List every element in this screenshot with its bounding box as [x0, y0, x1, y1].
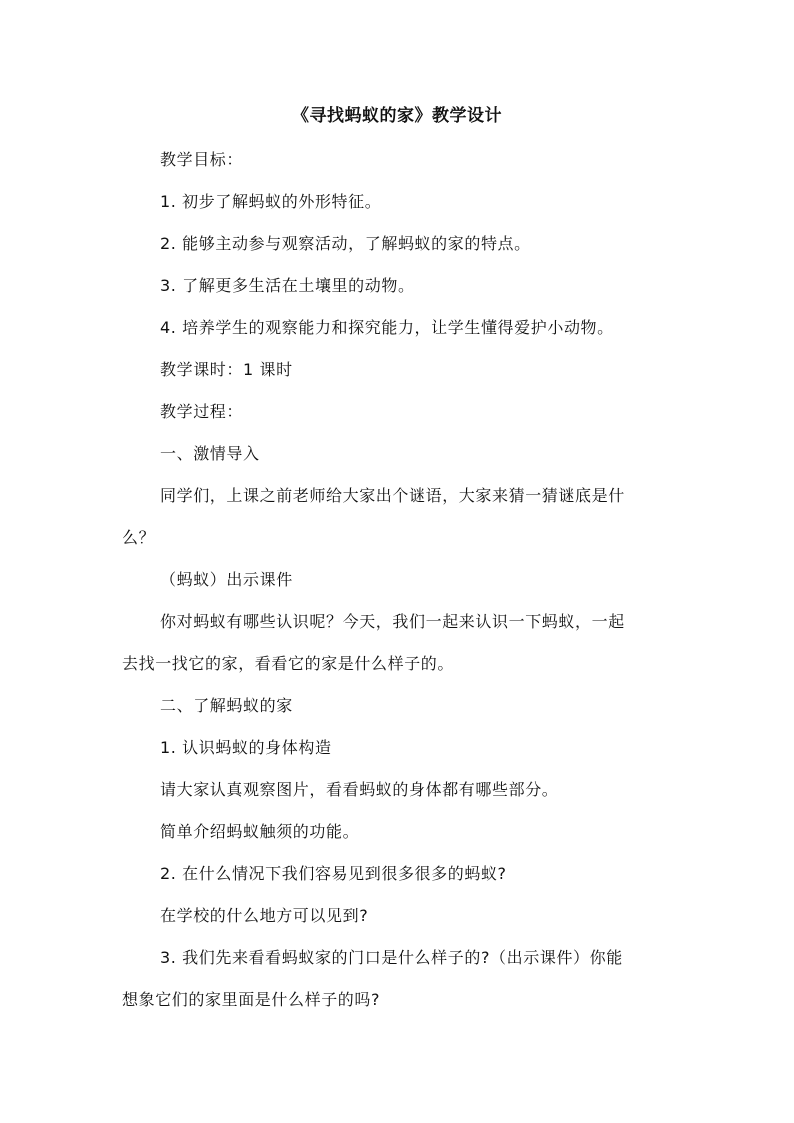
objective-item-2: 2. 能够主动参与观察活动，了解蚂蚁的家的特点。 [160, 234, 531, 253]
process-heading: 教学过程： [160, 402, 244, 421]
section-2-heading: 二、了解蚂蚁的家 [160, 696, 293, 715]
objective-item-3: 3. 了解更多生活在土壤里的动物。 [160, 276, 415, 295]
section-2-item-3-line-1: 3. 我们先来看看蚂蚁家的门口是什么样子的?（出示课件）你能 [160, 948, 623, 967]
section-2-item-1-paragraph-2: 简单介绍蚂蚁触须的功能。 [160, 822, 360, 841]
objectives-heading: 教学目标： [160, 150, 244, 169]
section-2-item-2-paragraph-1: 在学校的什么地方可以见到? [160, 906, 369, 925]
document-title: 《寻找蚂蚁的家》教学设计 [292, 106, 502, 126]
objective-item-4: 4. 培养学生的观察能力和探究能力，让学生懂得爱护小动物。 [160, 318, 614, 337]
section-1-paragraph-2: （蚂蚁）出示课件 [160, 570, 293, 589]
section-1-paragraph-3-line-2: 去找一找它的家，看看它的家是什么样子的。 [122, 654, 455, 673]
section-2-item-3-line-2: 想象它们的家里面是什么样子的吗? [122, 990, 381, 1009]
objective-item-1: 1. 初步了解蚂蚁的外形特征。 [160, 192, 382, 211]
section-1-paragraph-1-line-2: 么？ [122, 528, 156, 547]
section-1-heading: 一、激情导入 [160, 444, 260, 463]
teaching-hours: 教学课时：1 课时 [160, 360, 293, 379]
section-1-paragraph-3-line-1: 你对蚂蚁有哪些认识呢？今天，我们一起来认识一下蚂蚁，一起 [160, 612, 625, 631]
section-1-paragraph-1-line-1: 同学们，上课之前老师给大家出个谜语，大家来猜一猜谜底是什 [160, 486, 625, 505]
section-2-item-1: 1. 认识蚂蚁的身体构造 [160, 738, 332, 757]
section-2-item-2: 2. 在什么情况下我们容易见到很多很多的蚂蚁? [160, 864, 507, 883]
section-2-item-1-paragraph-1: 请大家认真观察图片，看看蚂蚁的身体都有哪些部分。 [160, 780, 559, 799]
